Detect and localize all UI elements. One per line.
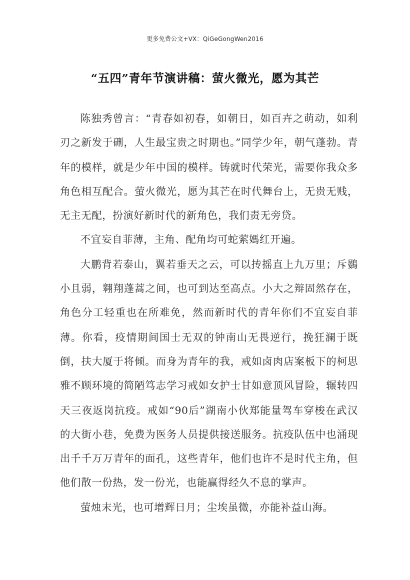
paragraph: 萤烛末光，也可增辉日月；尘埃虽微，亦能补益山海。 — [80, 502, 334, 514]
paragraph: 陈独秀曾言：“青春如初春，如朝日，如百卉之萌动，如利刃之新发于硎，人生最宝贵之时期也。”同学少年，朝气蓬勃。青年的模样，就是少年中国的模样。铸就时代荣光，需要你我众多角色相互配合。萤火微光，愿为其芒在时代舞台上，无贵无贱，无主无配，扮演好新时代的新角色，我们责无旁贷。 — [60, 114, 358, 223]
document-title: “五四”青年节演讲稿：萤火微光，愿为其芒 — [90, 71, 320, 85]
paragraph: 大鹏背若泰山，翼若垂天之云，可以抟摇直上九万里；斥鷃小且弱，翱翔蓬蒿之间，也可到达至高点。小大之辩固然存在，角色分工轻重也在所难免，然而新时代的青年你们不宜妄自菲薄。你看，疫情期间国士无双的钟南山无畏逆行，挽狂澜于既倒，扶大厦于将倾。而身为青年的我，戒如卤肉店案板下的柯思雅不顾环境的简陋笃志学习戒如女护士甘如意顶风冒险，辗转四天三夜返岗抗疫。戒如“90后”湖南小伙郑能量驾车穿梭在武汉的大街小巷，免费为医务人员提供接送服务。抗疫队伍中也涌现出千千万万青年的面孔，这些青年，他们也许不是时代主角，但他们散一份热，发一份光，也能赢得经久不息的掌声。 — [60, 259, 358, 490]
document-body — [60, 108, 358, 521]
paragraph: 不宜妄自菲薄，主角、配角均可蛇萦媽红开遍。 — [80, 235, 302, 247]
page-header: 更多免费公文+VX：QiGeGongWen2016 — [146, 36, 264, 43]
